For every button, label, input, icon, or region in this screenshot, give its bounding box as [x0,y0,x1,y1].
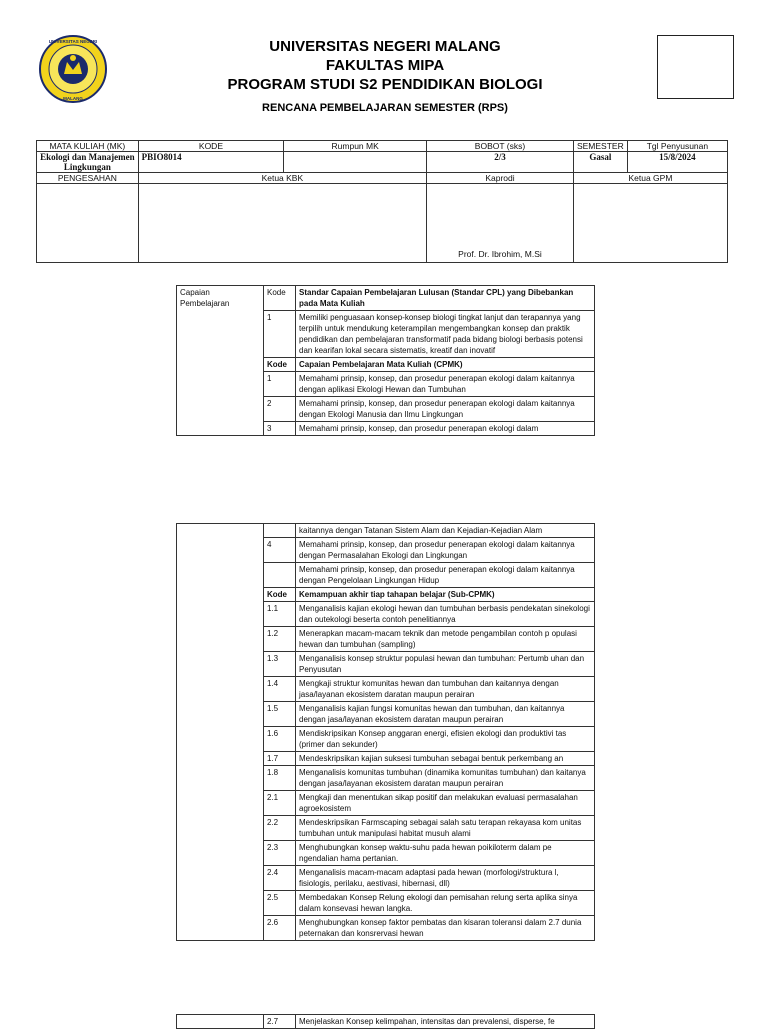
sub-cpmk-text: Mendeskripsikan Farmscaping sebagai salah satu terapan rekayasa kom unitas tumbuhan untuk manipulasi habitat musuh alami [296,816,595,841]
document-title: RENCANA PEMBELAJARAN SEMESTER (RPS) [262,102,508,114]
course-name: Ekologi dan Manajemen Lingkungan [37,152,139,173]
sub-cpmk-text: Menganalisis konsep struktur populasi hewan dan tumbuhan: Pertumb uhan dan Penyusutan [296,652,595,677]
kaprodi-name: Prof. Dr. Ibrohim, M.Si [458,249,542,259]
course-date: 15/8/2024 [627,152,727,173]
sub-cpmk-text: Menganalisis kajian ekologi hewan dan tumbuhan berbasis pendekatan sinekologi dan outekologi beserta contoh penelitiannya [296,602,595,627]
sub-cpmk-code: 2.1 [264,791,296,816]
sub-cpmk-code: 2.2 [264,816,296,841]
sub-cpmk-code: 1.8 [264,766,296,791]
cpmk-text: Memahami prinsip, konsep, dan prosedur penerapan ekologi dalam [296,422,595,436]
sub-cpmk-code: 2.6 [264,916,296,941]
sub-cpmk-text: Menjelaskan Konsep kelimpahan, intensitas dan prevalensi, disperse, fe [296,1015,595,1029]
capaian-label: Capaian Pembelajaran [177,286,264,436]
svg-text:MALANG: MALANG [63,96,83,101]
header-tgl: Tgl Penyusunan [627,141,727,152]
cpmk-code [264,524,296,538]
course-rumpun [284,152,427,173]
header-semester: SEMESTER [573,141,627,152]
signature-kaprodi [427,184,574,263]
sub-cpmk-code: 2.3 [264,841,296,866]
capaian-label-empty [177,524,264,941]
program-name: PROGRAM STUDI S2 PENDIDIKAN BIOLOGI [227,76,543,93]
sub-cpmk-text: Menganalisis kajian fungsi komunitas hewan dan tumbuhan, dan kaitannya dengan jasa/layanan ekosistem daratan maupun perairan [296,702,595,727]
university-logo [38,34,108,104]
header-pengesahan: PENGESAHAN [37,173,139,184]
cpmk-code [264,563,296,588]
faculty-name: FAKULTAS MIPA [325,57,445,74]
cpl-table-continued [176,523,595,941]
header-ketua-gpm: Ketua GPM [573,173,727,184]
kode-header: Kode [264,286,296,311]
sub-cpmk-text: Menganalisis komunitas tumbuhan (dinamika komunitas tumbuhan) dan kaitanya dengan jasa/layanan ekosistem daratan maupun perairan [296,766,595,791]
signature-ketua-kbk [138,184,426,263]
sub-cpmk-code: 1.3 [264,652,296,677]
cpl-code: 1 [264,311,296,358]
cpl-table-continued-2 [176,1014,595,1029]
cpmk-text: Memahami prinsip, konsep, dan prosedur penerapan ekologi dalam kaitannya dengan aplikasi Ekologi Hewan dan Tumbuhan [296,372,595,397]
cpmk-header: Capaian Pembelajaran Mata Kuliah (CPMK) [296,358,595,372]
header-bobot: BOBOT (sks) [427,141,574,152]
cpl-table [176,285,595,436]
university-name: UNIVERSITAS NEGERI MALANG [269,38,501,55]
sub-cpmk-code: 1.2 [264,627,296,652]
capaian-label-empty [177,1015,264,1029]
cpl-header: Standar Capaian Pembelajaran Lulusan (Standar CPL) yang Dibebankan pada Mata Kuliah [296,286,595,311]
header-rumpun: Rumpun MK [284,141,427,152]
document-header [170,37,600,114]
cpl-text: Memiliki penguasaan konsep-konsep biologi tingkat lanjut dan terapannya yang terpilih untuk mendukung keterampilan mengembangkan konsep dan praktik pendidikan dan pembelajaran transformatif pada bidang biologi berbasis potensi dan kearifan lokal secara sistematis, kreatif dan inovatif [296,311,595,358]
sub-cpmk-code: 2.5 [264,891,296,916]
sub-cpmk-text: Mengkaji dan menentukan sikap positif dan melakukan evaluasi permasalahan agroekosistem [296,791,595,816]
sub-cpmk-code: 1.7 [264,752,296,766]
sub-cpmk-text: Menganalisis macam-macam adaptasi pada hewan (morfologi/struktura l, fisiologis, perilaku, aestivasi, hibernasi, dll) [296,866,595,891]
sub-cpmk-text: Mendeskripsikan kajian suksesi tumbuhan sebagai bentuk perkembang an [296,752,595,766]
sub-cpmk-code: 2.7 [264,1015,296,1029]
header-kode: KODE [138,141,284,152]
sub-cpmk-text: Membedakan Konsep Relung ekologi dan pemisahan relung serta aplika sinya dalam konsevasi hewan langka. [296,891,595,916]
cpmk-code: 1 [264,372,296,397]
sub-cpmk-code: 1.5 [264,702,296,727]
course-semester: Gasal [573,152,627,173]
sub-cpmk-text: Mengkaji struktur komunitas hewan dan tumbuhan dan kaitannya dengan jasa/layanan ekosistem daratan maupun perairan [296,677,595,702]
header-ketua-kbk: Ketua KBK [138,173,426,184]
kode-header: Kode [264,358,296,372]
cpmk-text-continued: kaitannya dengan Tatanan Sistem Alam dan Kejadian-Kejadian Alam [296,524,595,538]
sub-cpmk-text: Menghubungkan konsep faktor pembatas dan kisaran toleransi dalam 2.7 dunia peternakan dan konsrervasi hewan [296,916,595,941]
kode-header: Kode [264,588,296,602]
signature-ketua-gpm [573,184,727,263]
header-kaprodi: Kaprodi [427,173,574,184]
sub-cpmk-code: 1.4 [264,677,296,702]
sub-cpmk-header: Kemampuan akhir tiap tahapan belajar (Sub-CPMK) [296,588,595,602]
course-bobot: 2/3 [427,152,574,173]
cpmk-code: 4 [264,538,296,563]
sub-cpmk-code: 1.1 [264,602,296,627]
course-code: PBIO8014 [138,152,284,173]
cpmk-text: Memahami prinsip, konsep, dan prosedur penerapan ekologi dalam kaitannya dengan Pengelolaan Lingkungan Hidup [296,563,595,588]
header-mata-kuliah: MATA KULIAH (MK) [37,141,139,152]
course-info-table [36,140,728,263]
cpmk-text: Memahami prinsip, konsep, dan prosedur penerapan ekologi dalam kaitannya dengan Permasalahan Ekologi dan Lingkungan [296,538,595,563]
sub-cpmk-code: 2.4 [264,866,296,891]
signature-pengesahan [37,184,139,263]
cpmk-text: Memahami prinsip, konsep, dan prosedur penerapan ekologi dalam kaitannya dengan Ekologi Manusia dan Ilmu Lingkungan [296,397,595,422]
sub-cpmk-code: 1.6 [264,727,296,752]
svg-text:UNIVERSITAS NEGERI: UNIVERSITAS NEGERI [48,39,98,44]
stamp-box [657,35,734,99]
cpmk-code: 3 [264,422,296,436]
sub-cpmk-text: Menerapkan macam-macam teknik dan metode pengambilan contoh p opulasi hewan dan tumbuhan (sampling) [296,627,595,652]
table-row [177,1015,595,1029]
sub-cpmk-text: Mendiskripsikan Konsep anggaran energi, efisien ekologi dan produktivi tas (primer dan sekunder) [296,727,595,752]
sub-cpmk-text: Menghubungkan konsep waktu-suhu pada hewan poikiloterm dalam pe ngendalian hama pertanian. [296,841,595,866]
cpmk-code: 2 [264,397,296,422]
